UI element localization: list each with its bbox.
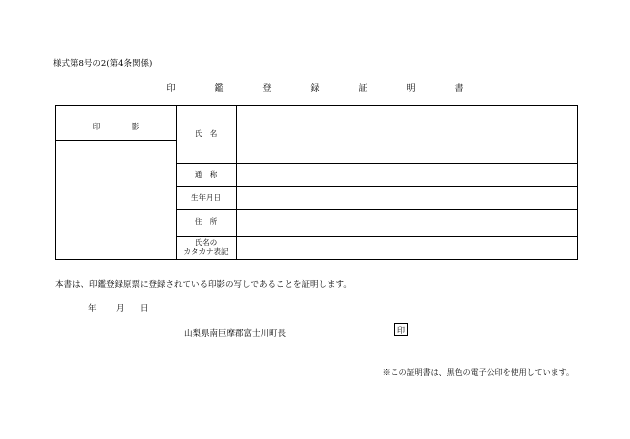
katakana-label-line1: 氏名の [194,238,218,247]
certificate-table [55,105,578,260]
document-title: 印 鑑 登 録 証 明 書 [166,84,479,94]
date-day: 日 [140,304,149,314]
katakana-label-line2: カタカナ表記 [183,247,229,257]
date-year: 年 [88,304,97,314]
row-divider-4 [176,236,577,237]
certification-statement: 本書は、印鑑登録原票に登録されている印影の写しであることを証明します。 [55,280,352,290]
birthdate-label: 生年月日 [191,193,221,202]
date-month: 月 [116,304,125,314]
row-divider-1 [176,163,577,164]
issue-date [88,302,149,314]
stamp-header-divider [56,140,176,141]
row-divider-2 [176,186,577,187]
form-number: 様式第8号の2(第4条関係) [53,59,153,69]
katakana-name-label [176,238,236,257]
stamp-impression-label: 印 影 [92,122,152,131]
name-label: 氏 名 [194,129,218,138]
alias-label: 通 称 [194,170,218,179]
address-label: 住 所 [194,217,218,226]
footnote: ※この証明書は、黒色の電子公印を使用しています。 [382,368,574,377]
issuer-name: 山梨県南巨摩郡富士川町長 [184,329,287,339]
official-seal-mark: 印 [394,323,408,336]
row-divider-3 [176,209,577,210]
